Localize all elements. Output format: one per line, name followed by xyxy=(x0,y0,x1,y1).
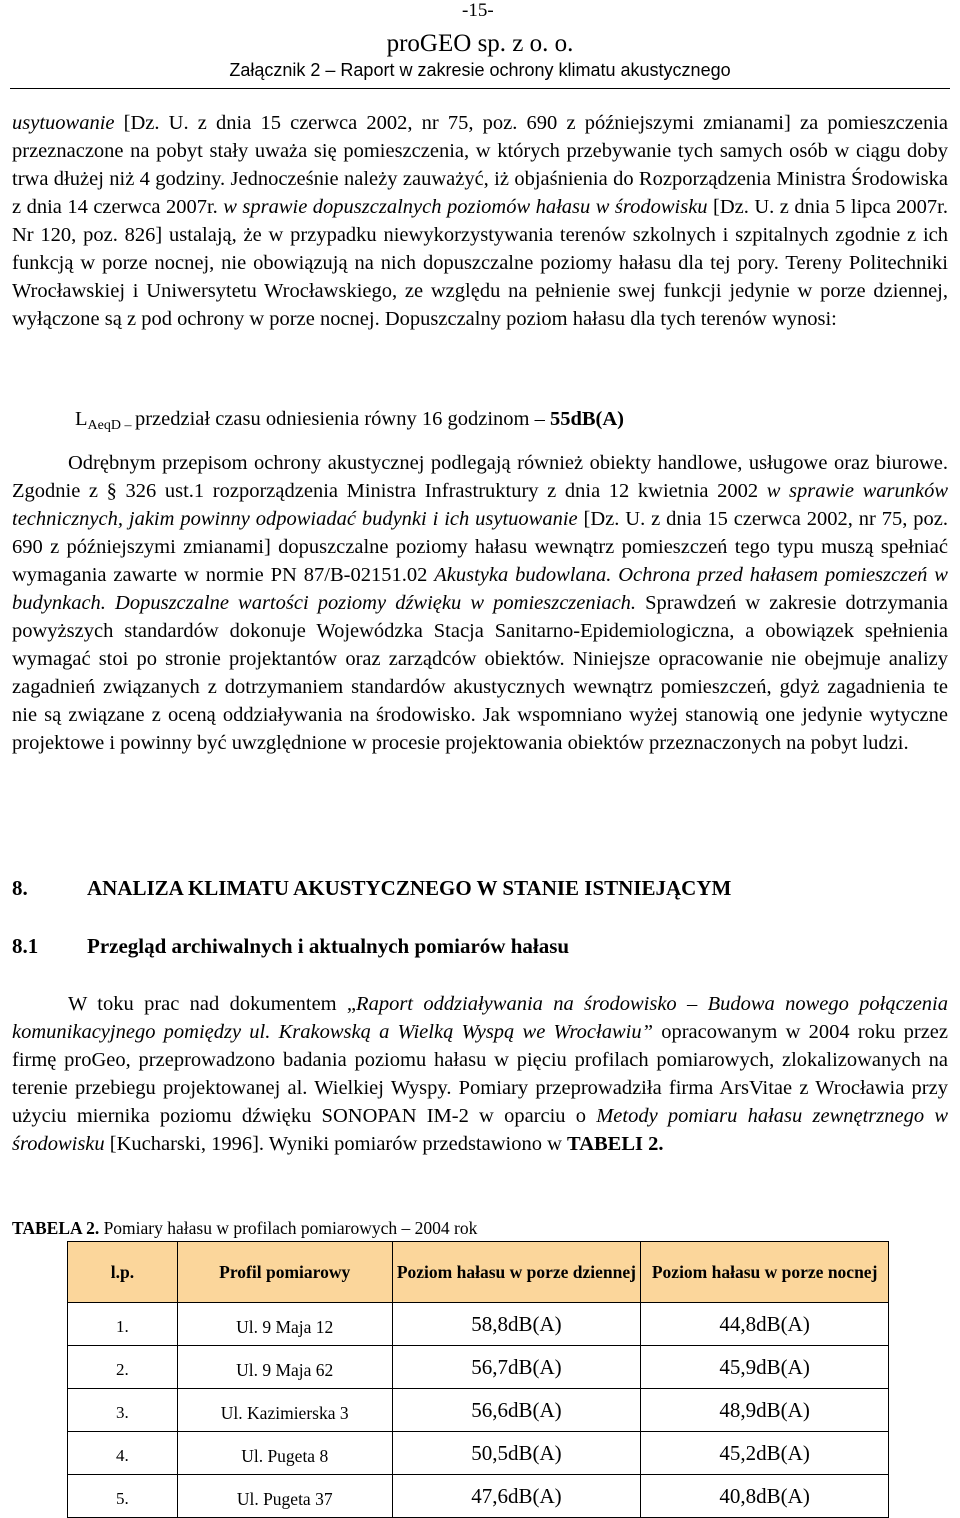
column-header-day-level: Poziom hałasu w porze dziennej xyxy=(392,1242,641,1303)
cell-night-level: 48,9dB(A) xyxy=(641,1389,889,1432)
table-row xyxy=(68,1346,889,1389)
noise-measurements-table xyxy=(67,1241,889,1518)
paragraph-3-text-c: [Kucharski, 1996]. Wyniki pomiarów przedstawiono w xyxy=(104,1133,568,1155)
cell-day-level: 58,8dB(A) xyxy=(392,1303,641,1346)
paragraph-2-text-c: Sprawdzeń w zakresie dotrzymania powyższych standardów dokonuje Wojewódzka Stacja Sanitarno-Epidemiologiczna, a obowiązek spełnienia wymagać stoi po stronie projektantów oraz zarządców obiektów. Niniejsze opracowanie nie obejmuje analizy zagadnień związanych z dotrzymaniem standardów akustycznych wewnątrz pomieszczeń, gdyż zagadnienia te nie są związane z oceną oddziaływania na środowisko. Jak wspomniano wyżej stanowią one jedynie wytyczne projektowe i powinny być uwzględnione w procesie projektowania obiektów przeznaczonych na pobyt ludzi. xyxy=(12,592,948,754)
cell-profile: Ul. Pugeta 8 xyxy=(177,1432,392,1475)
table-row xyxy=(68,1389,889,1432)
table-row xyxy=(68,1475,889,1518)
document-subtitle: Załącznik 2 – Raport w zakresie ochrony klimatu akustycznego xyxy=(229,60,731,80)
paragraph-2-italic-a: w sprawie warunków technicznych, jakim powinny odpowiadać budynki i ich usytuowanie xyxy=(12,480,948,530)
cell-night-level: 40,8dB(A) xyxy=(641,1475,889,1518)
paragraph-1-text-a: [Dz. U. z dnia 15 czerwca 2002, nr 75, poz. 690 z późniejszymi zmianami] za pomieszczenia przeznaczone na pobyt stały uważa się pomieszczenia, w których przebywanie tych samych osób w ciągu doby trwa dłużej niż 4 godziny. Jednocześnie należy zauważyć, iż objaśnienia do Rozporządzenia Ministra Środowiska z dnia 14 czerwca 2007r. xyxy=(12,112,948,218)
paragraph-3-bold: TABELI 2. xyxy=(567,1133,664,1155)
section-8-1-number: 8.1 xyxy=(12,934,39,958)
paragraph-1-text-b: [Dz. U. z dnia 5 lipca 2007r. Nr 120, poz. 826] ustalają, że w przypadku niewykorzystywania terenów szkolnych i szpitalnych zgodnie z ich funkcją w porze nocnej, nie obowiązują na nich dopuszczalne poziomy hałasu dla tej pory. Tereny Politechniki Wrocławskiej i Uniwersytetu Wrocławskiego, ze względu na pełnienie swej funkcji jedynie w porze dziennej, wyłączone są z pod ochrony w porze nocnej. Dopuszczalny poziom hałasu dla tych terenów wynosi: xyxy=(12,196,948,330)
cell-lp: 3. xyxy=(68,1389,178,1432)
cell-day-level: 56,7dB(A) xyxy=(392,1346,641,1389)
section-8-1-title: Przegląd archiwalnych i aktualnych pomiarów hałasu xyxy=(87,934,570,958)
paragraph-2-italic-b: Akustyka budowlana. Ochrona przed hałasem pomieszczeń w budynkach. Dopuszczalne wartości poziomy dźwięku w pomieszczeniach. xyxy=(12,564,948,614)
section-8-title: ANALIZA KLIMATU AKUSTYCZNEGO W STANIE ISTNIEJĄCYM xyxy=(87,876,732,900)
cell-lp: 1. xyxy=(68,1303,178,1346)
cell-profile: Ul. 9 Maja 62 xyxy=(177,1346,392,1389)
cell-profile: Ul. Pugeta 37 xyxy=(177,1475,392,1518)
cell-lp: 2. xyxy=(68,1346,178,1389)
cell-night-level: 45,2dB(A) xyxy=(641,1432,889,1475)
cell-profile: Ul. Kazimierska 3 xyxy=(177,1389,392,1432)
paragraph-2-text-a: Odrębnym przepisom ochrony akustycznej podlegają również obiekty handlowe, usługowe oraz biurowe. Zgodnie z § 326 ust.1 rozporządzenia Ministra Infrastruktury z dnia 12 kwietnia 2002 xyxy=(12,452,948,502)
cell-lp: 5. xyxy=(68,1475,178,1518)
cell-day-level: 50,5dB(A) xyxy=(392,1432,641,1475)
table-header-row xyxy=(68,1242,889,1303)
paragraph-1-italic-b: w sprawie dopuszczalnych poziomów hałasu w środowisku xyxy=(223,196,708,218)
paragraph-3-italic-b: Metody pomiaru hałasu zewnętrznego w środowisku xyxy=(12,1105,948,1155)
paragraph-3-text-a: W toku prac nad dokumentem „ xyxy=(68,993,357,1015)
cell-lp: 4. xyxy=(68,1432,178,1475)
paragraph-3-italic-a: Raport oddziaływania na środowisko – Budowa nowego połączenia komunikacyjnego pomiędzy ul. Krakowską a Wielką Wyspą we Wrocławiu” xyxy=(12,993,948,1043)
formula-text: przedział czasu odniesienia równy 16 godzinom – xyxy=(134,408,550,430)
cell-day-level: 47,6dB(A) xyxy=(392,1475,641,1518)
cell-night-level: 44,8dB(A) xyxy=(641,1303,889,1346)
cell-profile: Ul. 9 Maja 12 xyxy=(177,1303,392,1346)
paragraph-3 xyxy=(12,990,948,1158)
column-header-lp: l.p. xyxy=(68,1242,178,1303)
table-row xyxy=(68,1432,889,1475)
table-caption xyxy=(12,1218,477,1239)
paragraph-3-text-b: opracowanym w 2004 roku przez firmę proGeo, przeprowadzono badania poziomu hałasu w pięciu profilach pomiarowych, zlokalizowanych na terenie przebiegu projektowanej al. Wielkiej Wyspy. Pomiary przeprowadziła firma ArsVitae z Wrocławia przy użyciu miernika poziomu dźwięku SONOPAN IM-2 w oparciu o xyxy=(12,1021,948,1127)
formula-subscript: AeqD – xyxy=(87,418,135,433)
section-heading-8-1 xyxy=(12,934,569,959)
paragraph-1-italic-a: usytuowanie xyxy=(12,112,115,134)
company-name: proGEO sp. z o. o. xyxy=(386,30,574,57)
paragraph-1 xyxy=(12,109,948,333)
cell-night-level: 45,9dB(A) xyxy=(641,1346,889,1389)
section-heading-8 xyxy=(12,876,731,901)
table-caption-label: TABELA 2. xyxy=(12,1218,100,1238)
section-8-number: 8. xyxy=(12,876,28,900)
table-row xyxy=(68,1303,889,1346)
table-caption-text: Pomiary hałasu w profilach pomiarowych – 2004 rok xyxy=(99,1218,478,1238)
paragraph-2-text-b: [Dz. U. z dnia 15 czerwca 2002, nr 75, poz. 690 z późniejszymi zmianami] dopuszczalne poziomy hałasu wewnątrz pomieszczeń tego typu muszą spełniać wymagania zawarte w normie PN 87/B-02151.02 xyxy=(12,508,948,586)
column-header-night-level: Poziom hałasu w porze nocnej xyxy=(641,1242,889,1303)
formula-value: 55dB(A) xyxy=(549,408,625,430)
cell-day-level: 56,6dB(A) xyxy=(392,1389,641,1432)
formula-symbol: L xyxy=(75,408,88,430)
paragraph-2 xyxy=(12,449,948,757)
header-rule xyxy=(10,88,950,89)
column-header-profile: Profil pomiarowy xyxy=(177,1242,392,1303)
noise-limit-formula xyxy=(75,408,624,434)
page-number: -15- xyxy=(462,0,494,21)
